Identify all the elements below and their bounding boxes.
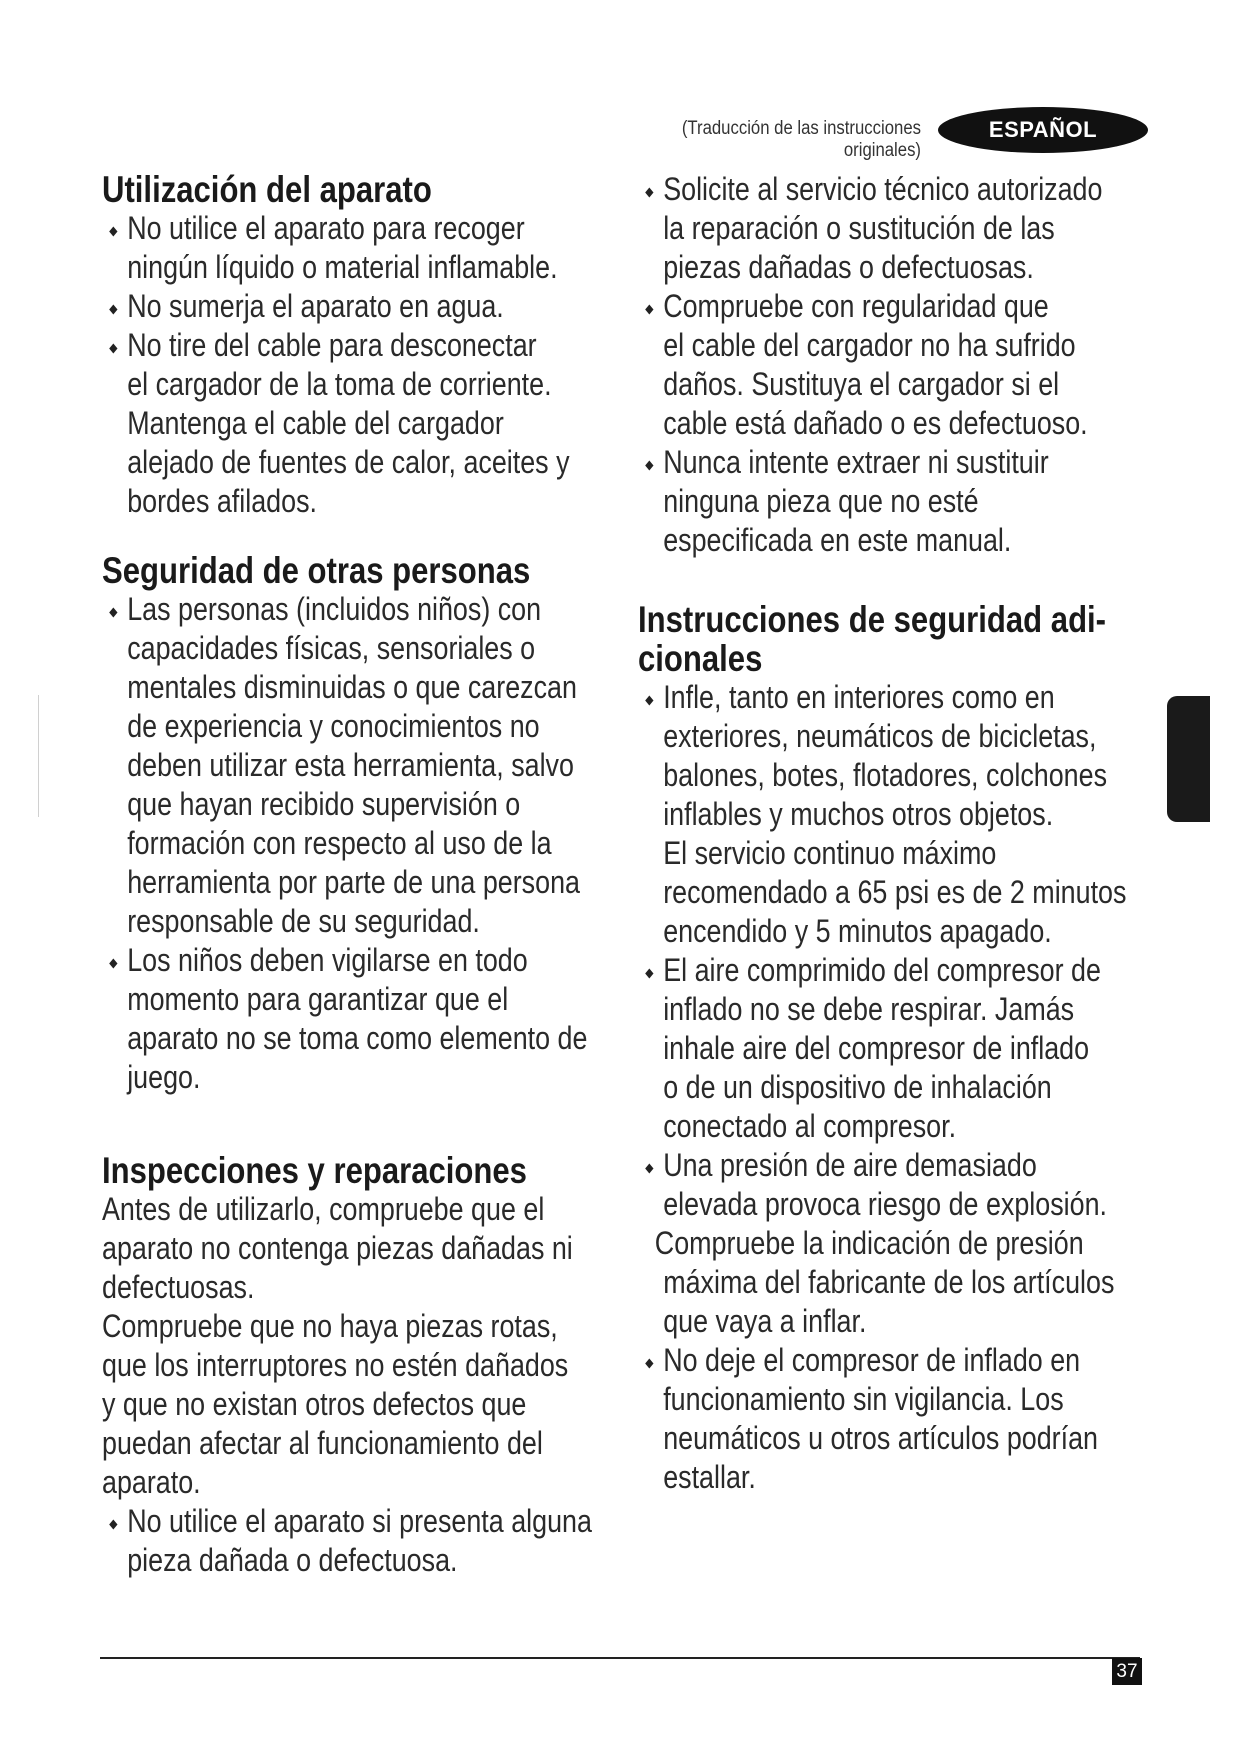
bullet-item: Compruebe con regularidad que (638, 287, 1159, 326)
bullet-item: No utilice el aparato para recoger (102, 209, 623, 248)
bullet-item: Los niños deben vigilarse en todo (102, 941, 623, 980)
diamond-bullet-icon (645, 969, 653, 979)
section-title-inspections: Inspecciones y reparaciones (102, 1150, 527, 1191)
page-number: 37 (1112, 1658, 1142, 1685)
bullet-item: No tire del cable para desconectar (102, 326, 623, 365)
section-title-others-safety: Seguridad de otras personas (102, 550, 531, 591)
paragraph: Compruebe que no haya piezas rotas, (102, 1308, 558, 1344)
translation-note: (Traducción de las instrucciones originales) (681, 118, 921, 161)
paragraph: Antes de utilizarlo, compruebe que el (102, 1191, 545, 1227)
left-column: Utilización del aparato No utilice el aparato para recoger ningún líquido o material inflamable. No sumerja el aparato en agua. No tire del cable para desconectar el cargador de la toma de corriente. Mantenga el cable del cargador alejado de fuentes de calor, aceites y bordes afilados. Seguridad de otras personas Las personas (incluidos niños) con capacidades físicas, sensoriales o mentales disminuidas o que carezcan de experiencia y conocimientos no deben utilizar esta herramienta, salvo que hayan recibido supervisión o formación con respecto al uso de la herramienta por parte de una persona responsable de su seguridad. Los niños deben vigilarse en todo momento para garantizar que el aparato no se toma como elemento de juego. Inspecciones y reparaciones Antes de utilizarlo, compruebe que el aparato no contenga piezas dañadas ni defectuosas. Compruebe que no haya piezas rotas, que los interruptores no estén dañados y que no existan otros defectos que puedan afectar al funcionamiento del aparato. No utilice el aparato si presenta alguna pieza dañada o defectuosa. (102, 170, 622, 1580)
bullet-item: Solicite al servicio técnico autorizado (638, 170, 1159, 209)
bullet-item: Las personas (incluidos niños) con (102, 590, 623, 629)
diamond-bullet-icon (109, 959, 117, 969)
footer-rule (100, 1657, 1140, 1659)
diamond-bullet-icon (645, 461, 653, 471)
bullet-item: Nunca intente extraer ni sustituir (638, 443, 1159, 482)
diamond-bullet-icon (645, 1164, 653, 1174)
diamond-bullet-icon (109, 608, 117, 618)
diamond-bullet-icon (109, 305, 117, 315)
section-title-use: Utilización del aparato (102, 169, 432, 210)
language-badge: ESPAÑOL (938, 107, 1148, 153)
right-column: Solicite al servicio técnico autorizado la reparación o sustitución de las piezas dañadas o defectuosas. Compruebe con regularidad que el cable del cargador no ha sufrido daños. Sustituya el cargador si el cable está dañado o es defectuoso. Nunca intente extraer ni sustituir ninguna pieza que no esté especificada en este manual. Instrucciones de seguridad adi- cionales Infle, tanto en interiores como en exteriores, neumáticos de bicicletas, balones, botes, flotadores, colchones inflables y muchos otros objetos. El servicio continuo máximo recomendado a 65 psi es de 2 minutos encendido y 5 minutos apagado. El aire comprimido del compresor de inflado no se debe respirar. Jamás inhale aire del compresor de inflado o de un dispositivo de inhalación conectado al compresor. Una presión de aire demasiado elevada provoca riesgo de explosión. Compruebe la indicación de presión máxima del fabricante de los artículos que vaya a inflar. No deje el compresor de inflado en funcionamiento sin vigilancia. Los neumáticos u otros artículos podrían estallar. (638, 170, 1158, 1497)
bullet-item: Una presión de aire demasiado (638, 1146, 1159, 1185)
diamond-bullet-icon (645, 1359, 653, 1369)
diamond-bullet-icon (109, 227, 117, 237)
margin-line (38, 695, 39, 817)
section-title-additional-safety: Instrucciones de seguridad adi- (638, 599, 1107, 640)
diamond-bullet-icon (645, 188, 653, 198)
diamond-bullet-icon (109, 344, 117, 354)
diamond-bullet-icon (109, 1520, 117, 1530)
bullet-item: Infle, tanto en interiores como en (638, 678, 1159, 717)
diamond-bullet-icon (645, 696, 653, 706)
bullet-item: No deje el compresor de inflado en (638, 1341, 1159, 1380)
section-tab-marker (1167, 696, 1210, 822)
bullet-item: No sumerja el aparato en agua. (102, 287, 623, 326)
bullet-item: No utilice el aparato si presenta alguna (102, 1502, 623, 1541)
diamond-bullet-icon (645, 305, 653, 315)
bullet-item: El aire comprimido del compresor de (638, 951, 1159, 990)
